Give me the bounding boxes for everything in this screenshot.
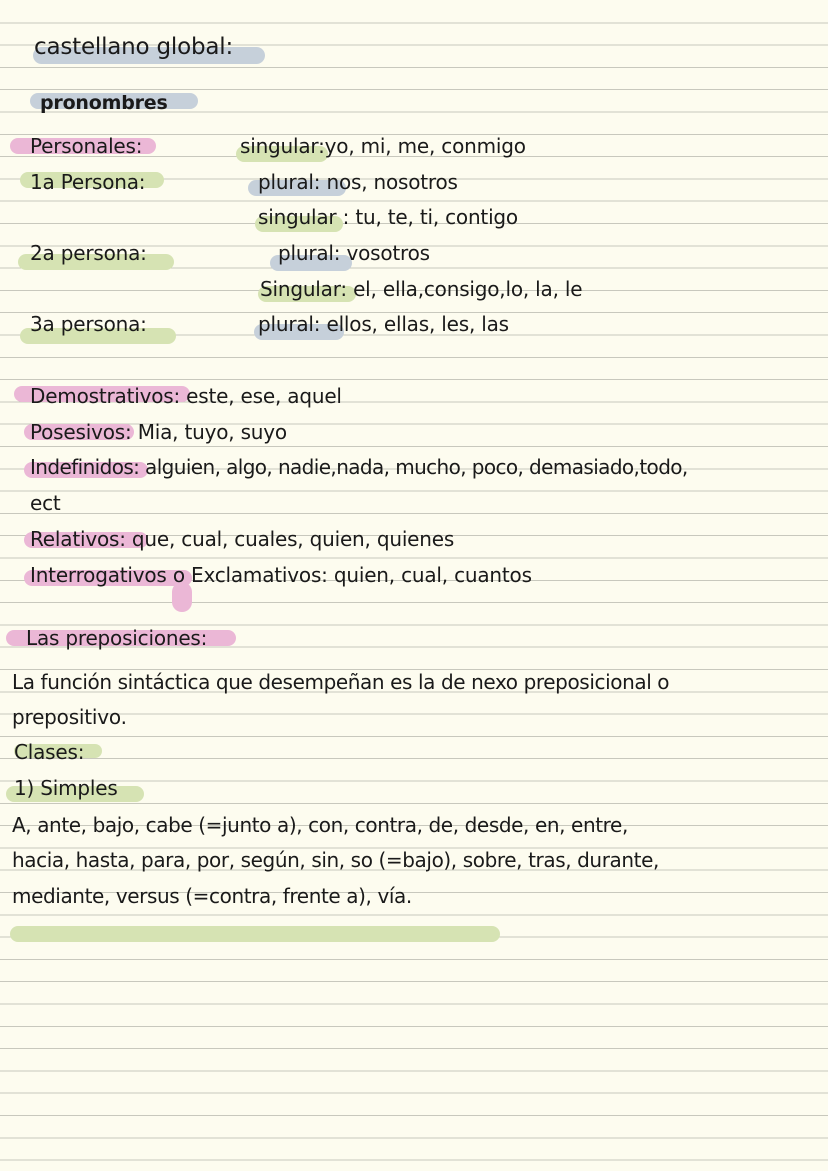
indefinidos-line: [30, 454, 688, 480]
plural-forms: nos, nosotros: [320, 170, 458, 194]
plural-label: plural:: [258, 312, 321, 336]
person1-plural: [258, 169, 458, 195]
person1-singular: [240, 133, 526, 159]
person2-singular: [258, 204, 518, 230]
clases-label: Clases:: [14, 740, 85, 764]
page-title: castellano global:: [34, 34, 234, 60]
singular-forms: yo, mi, me, conmigo: [324, 134, 526, 158]
preposiciones-heading: Las preposiciones:: [26, 626, 208, 650]
posesivos-line: [30, 419, 287, 445]
type-examples: que, cual, cuales, quien, quienes: [125, 527, 455, 551]
type-label: Interrogativos: [30, 563, 167, 587]
person2-plural: [278, 240, 430, 266]
plural-label: plural:: [278, 241, 341, 265]
simples-label: 1) Simples: [14, 776, 118, 800]
type-examples: o Exclamativos: quien, cual, cuantos: [166, 563, 532, 587]
type-label: Relativos:: [30, 527, 126, 551]
preposition-list-line: hacia, hasta, para, por, según, sin, so (=bajo), sobre, tras, durante,: [12, 848, 659, 872]
person1-label: 1a Persona:: [30, 170, 146, 194]
singular-forms: : tu, te, ti, contigo: [336, 205, 518, 229]
section-heading: pronombres: [40, 92, 168, 114]
plural-label: plural:: [258, 170, 321, 194]
person3-plural: [258, 311, 509, 337]
preposition-list-line: mediante, versus (=contra, frente a), vía.: [12, 884, 412, 908]
type-label: Demostrativos:: [30, 384, 180, 408]
interrogativos-line: [30, 562, 532, 588]
type-examples: alguien, algo, nadie,nada, mucho, poco, demasiado,todo,: [139, 455, 688, 479]
singular-label: singular: [258, 205, 337, 229]
type-label: Indefinidos:: [30, 455, 140, 479]
type-label: Posesivos:: [30, 420, 132, 444]
singular-label: singular:: [240, 134, 325, 158]
preposition-list-line: A, ante, bajo, cabe (=junto a), con, contra, de, desde, en, entre,: [12, 813, 628, 837]
singular-label: Singular:: [260, 277, 347, 301]
plural-forms: ellos, ellas, les, las: [320, 312, 509, 336]
plural-forms: vosotros: [340, 241, 430, 265]
type-examples: este, ese, aquel: [180, 384, 342, 408]
relativos-line: [30, 526, 454, 552]
description-line: prepositivo.: [12, 705, 127, 729]
indefinidos-cont: ect: [30, 491, 61, 515]
type-examples: Mia, tuyo, suyo: [131, 420, 287, 444]
person3-singular: [260, 276, 582, 302]
description-line: La función sintáctica que desempeñan es la de nexo preposicional o: [12, 670, 670, 694]
singular-forms: el, ella,consigo,lo, la, le: [346, 277, 583, 301]
demostrativos-line: [30, 383, 342, 409]
person2-label: 2a persona:: [30, 241, 147, 265]
personales-label: Personales:: [30, 134, 143, 158]
end-underline: [10, 926, 500, 942]
person3-label: 3a persona:: [30, 312, 147, 336]
